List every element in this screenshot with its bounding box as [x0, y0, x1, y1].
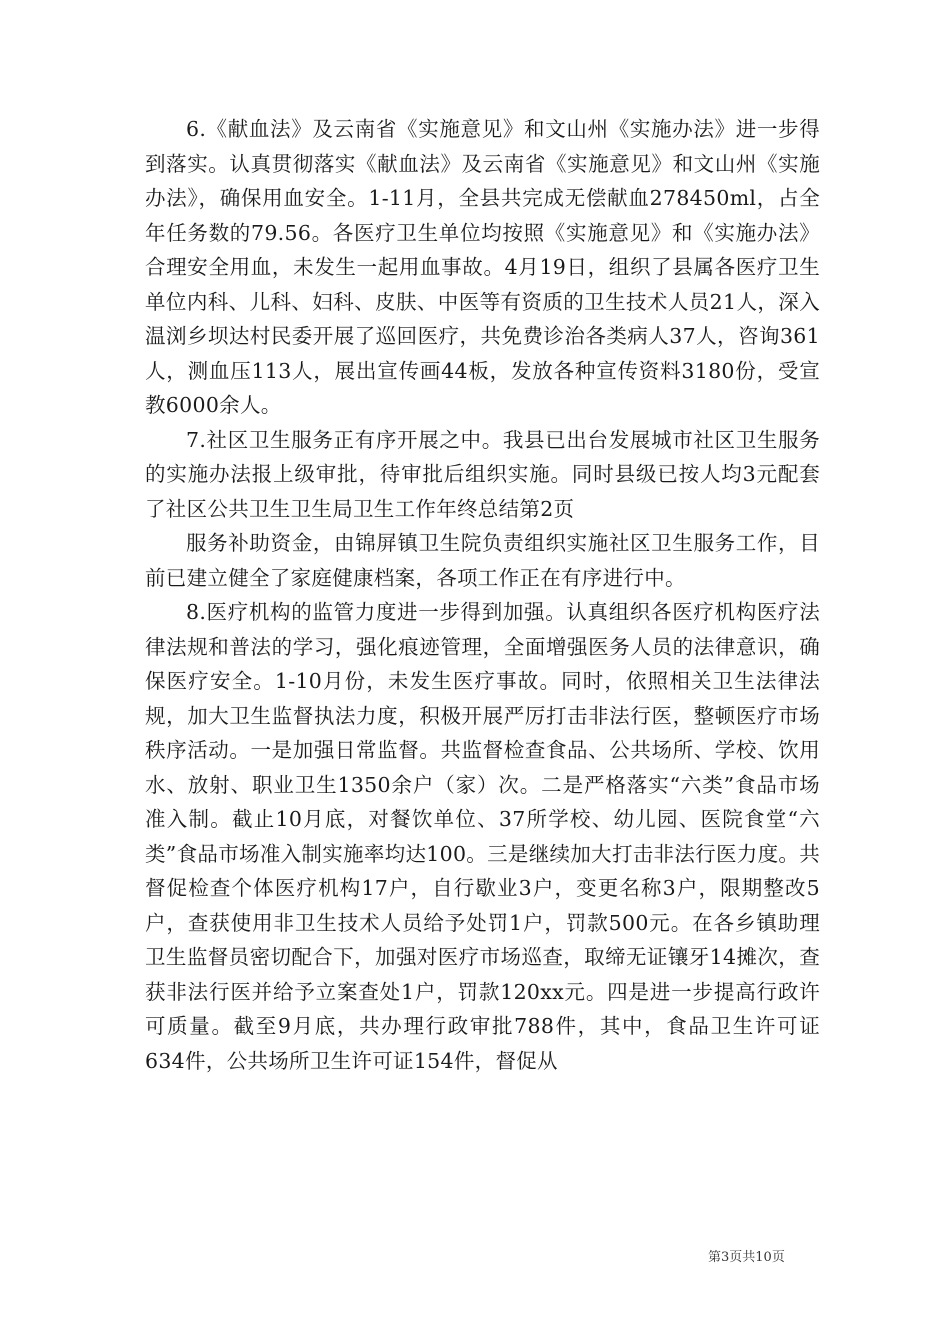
paragraph-service-subsidy: 服务补助资金，由锦屏镇卫生院负责组织实施社区卫生服务工作，目前已建立健全了家庭健康档案，各项工作正在有序进行中。	[145, 531, 820, 590]
paragraph-community-health: 7.社区卫生服务正有序开展之中。我县已出台发展城市社区卫生服务的实施办法报上级审批，待审批后组织实施。同时县级已按人均3元配套了社区公共卫生卫生局卫生工作年终总结第2页	[145, 427, 820, 521]
paragraph-medical-supervision: 8.医疗机构的监管力度进一步得到加强。认真组织各医疗机构医疗法律法规和普法的学习，强化痕迹管理，全面增强医务人员的法律意识，确保医疗安全。1-10月份，未发生医疗事故。同时，依照相关卫生法律法规，加大卫生监督执法力度，积极开展严厉打击非法行医，整顿医疗市场秩序活动。一是加强日常监督。共监督检查食品、公共场所、学校、饮用水、放射、职业卫生1350余户（家）次。二是严格落实“六类”食品市场准入制。截止10月底，对餐饮单位、37所学校、幼儿园、医院食堂“六类”食品市场准入制实施率均达100。三是继续加大打击非法行医力度。共督促检查个体医疗机构17户，自行歇业3户，变更名称3户，限期整改5户，查获使用非卫生技术人员给予处罚1户，罚款500元。在各乡镇助理卫生监督员密切配合下，加强对医疗市场巡查，取缔无证镶牙14摊次，查获非法行医并给予立案查处1户，罚款120xx元。四是进一步提高行政许可质量。截至9月底，共办理行政审批788件，其中，食品卫生许可证634件，公共场所卫生许可证154件，督促从	[145, 600, 820, 1073]
paragraph-blood-donation: 6.《献血法》及云南省《实施意见》和文山州《实施办法》进一步得到落实。认真贯彻落实《献血法》及云南省《实施意见》和文山州《实施办法》，确保用血安全。1-11月，全县共完成无偿献血278450ml，占全年任务数的79.56。各医疗卫生单位均按照《实施意见》和《实施办法》合理安全用血，未发生一起用血事故。4月19日，组织了县属各医疗卫生单位内科、儿科、妇科、皮肤、中医等有资质的卫生技术人员21人，深入温浏乡坝达村民委开展了巡回医疗，共免费诊治各类病人37人，咨询361人，测血压113人，展出宣传画44板，发放各种宣传资料3180份，受宣教6000余人。	[145, 117, 820, 417]
page-number: 第3页共10页	[708, 1250, 785, 1265]
document-body	[145, 112, 820, 1078]
